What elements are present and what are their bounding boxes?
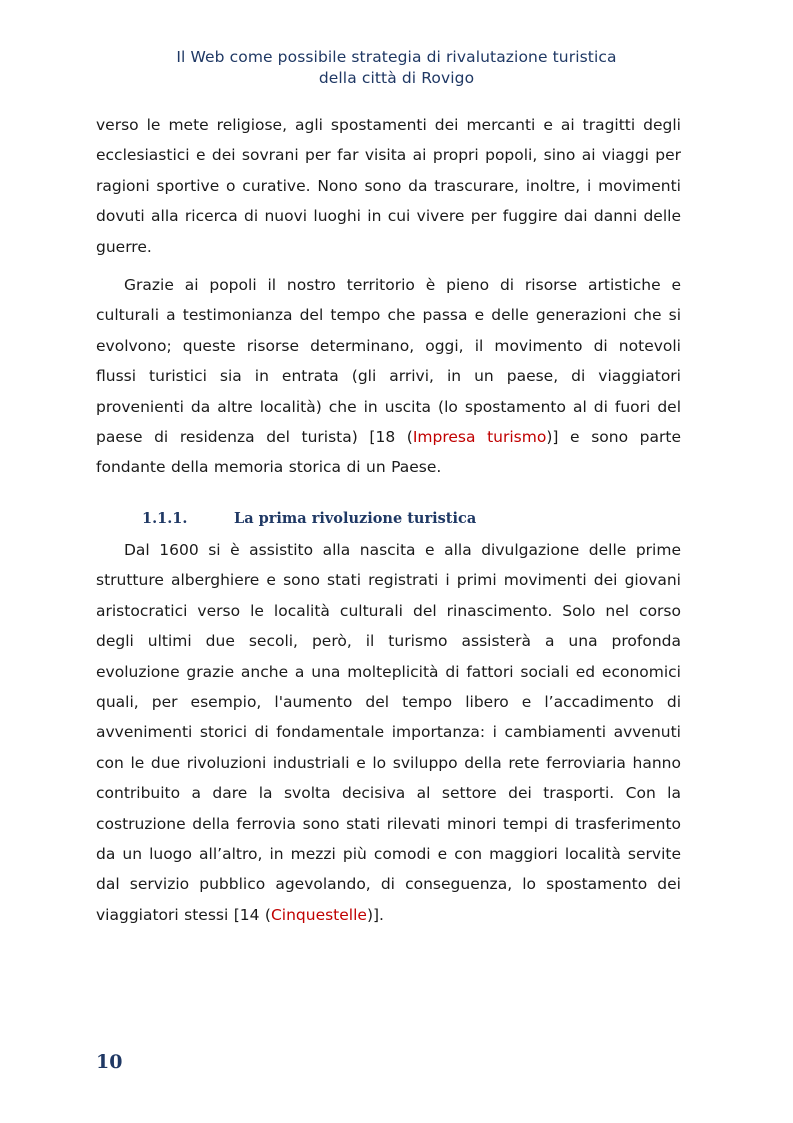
section-heading bbox=[96, 507, 681, 531]
page-body bbox=[96, 110, 681, 930]
paragraph-1: verso le mete religiose, agli spostamenti dei mercanti e ai tragitti degli ecclesiastici e dei sovrani per far visita ai propri popoli, sino ai viaggi per ragioni sportive o curative. Nono sono da trascurare, inoltre, i movimenti dovuti alla ricerca di nuovi luoghi in cui vivere per fuggire dai danni delle guerre. bbox=[96, 116, 681, 256]
page-number: 10 bbox=[96, 1051, 123, 1073]
section-title: La prima rivoluzione turistica bbox=[234, 509, 477, 527]
running-header bbox=[0, 47, 793, 89]
running-header-line-1: Il Web come possibile strategia di rivalutazione turistica bbox=[176, 48, 617, 66]
running-header-line-2: della città di Rovigo bbox=[318, 69, 475, 87]
paragraph-3 bbox=[96, 535, 681, 930]
paragraph-2-text: Grazie ai popoli il nostro territorio è pieno di risorse artistiche e culturali a testimonianza del tempo che passa e delle generazioni che si evolvono; queste risorse determinano, oggi, il movimento di notevoli flussi turistici sia in entrata (gli arrivi, in un paese, di viaggiatori provenienti da altre località) che in uscita (lo spostamento al di fuori del paese di residenza del turista) [18 ( bbox=[96, 276, 681, 447]
paragraph-3-tail: )]. bbox=[366, 905, 384, 924]
section-number: 1.1.1. bbox=[142, 509, 188, 527]
paragraph-2 bbox=[96, 270, 681, 483]
paragraph-2-tail: )] e sono parte fondante della memoria storica di un Paese. bbox=[96, 428, 681, 477]
citation-link-cinquestelle[interactable]: Cinquestelle bbox=[270, 905, 367, 924]
paragraph-3-text: Dal 1600 si è assistito alla nascita e alla divulgazione delle prime strutture alberghiere e sono stati registrati i primi movimenti dei giovani aristocratici verso le località culturali del rinascimento. Solo nel corso degli ultimi due secoli, però, il turismo assisterà a una profonda evoluzione grazie anche a una molteplicità di fattori sociali ed economici quali, per esempio, l'aumento del tempo libero e l’accadimento di avvenimenti storici di fondamentale importanza: i cambiamenti avvenuti con le due rivoluzioni industriali e lo sviluppo della rete ferroviaria hanno contribuito a dare la svolta decisiva al settore dei trasporti. Con la costruzione della ferrovia sono stati rilevati minori tempi di trasferimento da un luogo all’altro, in mezzi più comodi e con maggiori località servite dal servizio pubblico agevolando, di conseguenza, lo spostamento dei viaggiatori stessi [14 ( bbox=[96, 540, 681, 924]
citation-link-impresa-turismo[interactable]: Impresa turismo bbox=[412, 428, 547, 447]
